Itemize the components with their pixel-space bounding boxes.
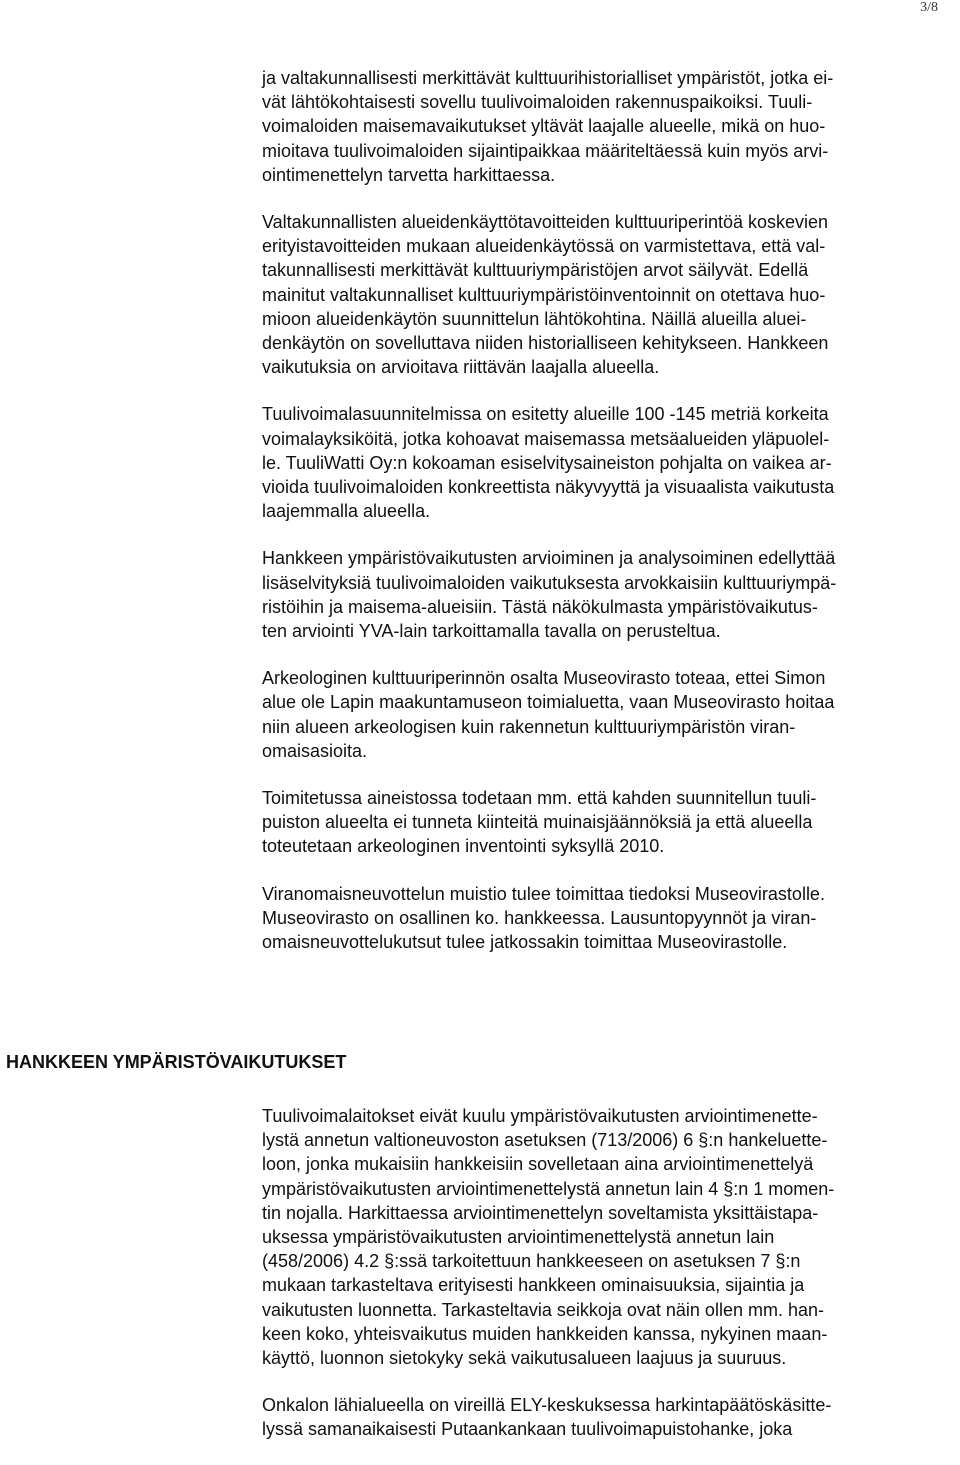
text-line: Onkalon lähialueella on vireillä ELY-keskuksessa harkintapäätöskäsitte- (262, 1395, 832, 1416)
text-line: tin nojalla. Harkittaessa arviointimenettelyn soveltamista yksittäistapa- (262, 1202, 819, 1223)
text-line: omaisneuvottelukutsut tulee jatkossakin toimittaa Museovirastolle. (262, 932, 788, 953)
text-line: mioon alueidenkäytön suunnittelun lähtökohtina. Näillä alueilla aluei- (262, 308, 807, 329)
text-line: ympäristövaikutusten arviointimenettelystä annetun lain 4 §:n 1 momen- (262, 1178, 835, 1199)
text-line: keen koko, yhteisvaikutus muiden hankkeiden kanssa, nykyinen maan- (262, 1323, 828, 1344)
paragraph (262, 546, 954, 643)
text-line: ten arviointi YVA-lain tarkoittamalla tavalla on perusteltua. (262, 621, 721, 642)
text-line: Arkeologinen kulttuuriperinnön osalta Museovirasto toteaa, ettei Simon (262, 668, 826, 689)
text-line: Viranomaisneuvottelun muistio tulee toimittaa tiedoksi Museovirastolle. (262, 883, 825, 904)
paragraph (262, 66, 954, 187)
text-line: alue ole Lapin maakuntamuseon toimialuetta, vaan Museovirasto hoitaa (262, 692, 835, 713)
paragraph (262, 666, 954, 763)
text-line: ja valtakunnallisesti merkittävät kulttuurihistorialliset ympäristöt, jotka ei- (262, 68, 834, 88)
text-line: Valtakunnallisten alueidenkäyttötavoitteiden kulttuuriperintöä koskevien (262, 212, 829, 233)
section-heading: HANKKEEN YMPÄRISTÖVAIKUTUKSET (6, 1052, 347, 1072)
text-line: vioida tuulivoimaloiden konkreettista näkyvyyttä ja visuaalista vaikutusta (262, 477, 835, 498)
text-line: takunnallisesti merkittävät kulttuuriympäristöjen arvot säilyvät. Edellä (262, 260, 809, 281)
text-line: Hankkeen ympäristövaikutusten arvioiminen ja analysoiminen edellyttää (262, 548, 836, 569)
page-number: 3/8 (920, 0, 938, 15)
text-line: ointimenettelyn tarvetta harkittaessa. (262, 164, 556, 185)
text-line: loon, jonka mukaisiin hankkeisiin sovelletaan aina arviointimenettelyä (262, 1154, 814, 1175)
text-line: lyssä samanaikaisesti Putaankankaan tuulivoimapuistohanke, joka (262, 1419, 793, 1440)
text-line: voimalayksiköitä, jotka kohoavat maisemassa metsäalueiden yläpuolel- (262, 428, 830, 449)
text-line: uksessa ympäristövaikutusten arviointimenettelystä annetun lain (262, 1227, 775, 1248)
paragraph (262, 210, 954, 379)
paragraph (262, 1393, 954, 1441)
text-line: le. TuuliWatti Oy:n kokoaman esiselvitysaineiston pohjalta on vaikea ar- (262, 452, 832, 473)
text-line: lystä annetun valtioneuvoston asetuksen (713/2006) 6 §:n hankeluette- (262, 1130, 828, 1151)
text-line: käyttö, luonnon sietokyky sekä vaikutusalueen laajuus ja suuruus. (262, 1348, 787, 1369)
text-line: toteutetaan arkeologinen inventointi syksyllä 2010. (262, 836, 665, 857)
text-line: (458/2006) 4.2 §:ssä tarkoitettuun hankkeeseen on asetuksen 7 §:n (262, 1251, 801, 1272)
body-text-column (262, 66, 954, 977)
text-line: Toimitetussa aineistossa todetaan mm. että kahden suunnitellun tuuli- (262, 788, 817, 809)
text-line: Tuulivoimalasuunnitelmissa on esitetty alueille 100 -145 metriä korkeita (262, 404, 829, 425)
text-line: voimaloiden maisemavaikutukset yltävät laajalle alueelle, mikä on huo- (262, 116, 826, 137)
paragraph (262, 882, 954, 955)
text-line: laajemmalla alueella. (262, 501, 431, 522)
text-line: vaikutuksia on arvioitava riittävän laajalla alueella. (262, 357, 660, 378)
text-line: erityistavoitteiden mukaan alueidenkäytössä on varmistettava, että val- (262, 236, 826, 257)
text-line: mioitava tuulivoimaloiden sijaintipaikkaa määriteltäessä kuin myös arvi- (262, 140, 829, 161)
text-line: mukaan tarkasteltava erityisesti hankkeen ominaisuuksia, sijaintia ja (262, 1275, 805, 1296)
text-line: puiston alueelta ei tunneta kiinteitä muinaisjäännöksiä ja että alueella (262, 812, 813, 833)
text-line: vät lähtökohtaisesti sovellu tuulivoimaloiden rakennuspaikoiksi. Tuuli- (262, 92, 813, 113)
paragraph (262, 402, 954, 523)
text-line: Museovirasto on osallinen ko. hankkeessa. Lausuntopyynnöt ja viran- (262, 907, 817, 928)
text-line: vaikutusten luonnetta. Tarkasteltavia seikkoja ovat näin ollen mm. han- (262, 1299, 824, 1320)
text-line: ristöihin ja maisema-alueisiin. Tästä näkökulmasta ympäristövaikutus- (262, 596, 818, 617)
text-line: Tuulivoimalaitokset eivät kuulu ympäristövaikutusten arviointimenette- (262, 1106, 818, 1126)
section-text-column (262, 1104, 954, 1465)
text-line: denkäytön on sovelluttava niiden historialliseen kehitykseen. Hankkeen (262, 333, 829, 354)
paragraph (262, 786, 954, 859)
text-line: lisäselvityksiä tuulivoimaloiden vaikutuksesta arvokkaisiin kulttuuriympä- (262, 572, 837, 593)
text-line: mainitut valtakunnalliset kulttuuriympäristöinventoinnit on otettava huo- (262, 284, 826, 305)
paragraph (262, 1104, 954, 1370)
text-line: niin alueen arkeologisen kuin rakennetun kulttuuriympäristön viran- (262, 716, 796, 737)
text-line: omaisasioita. (262, 740, 368, 761)
